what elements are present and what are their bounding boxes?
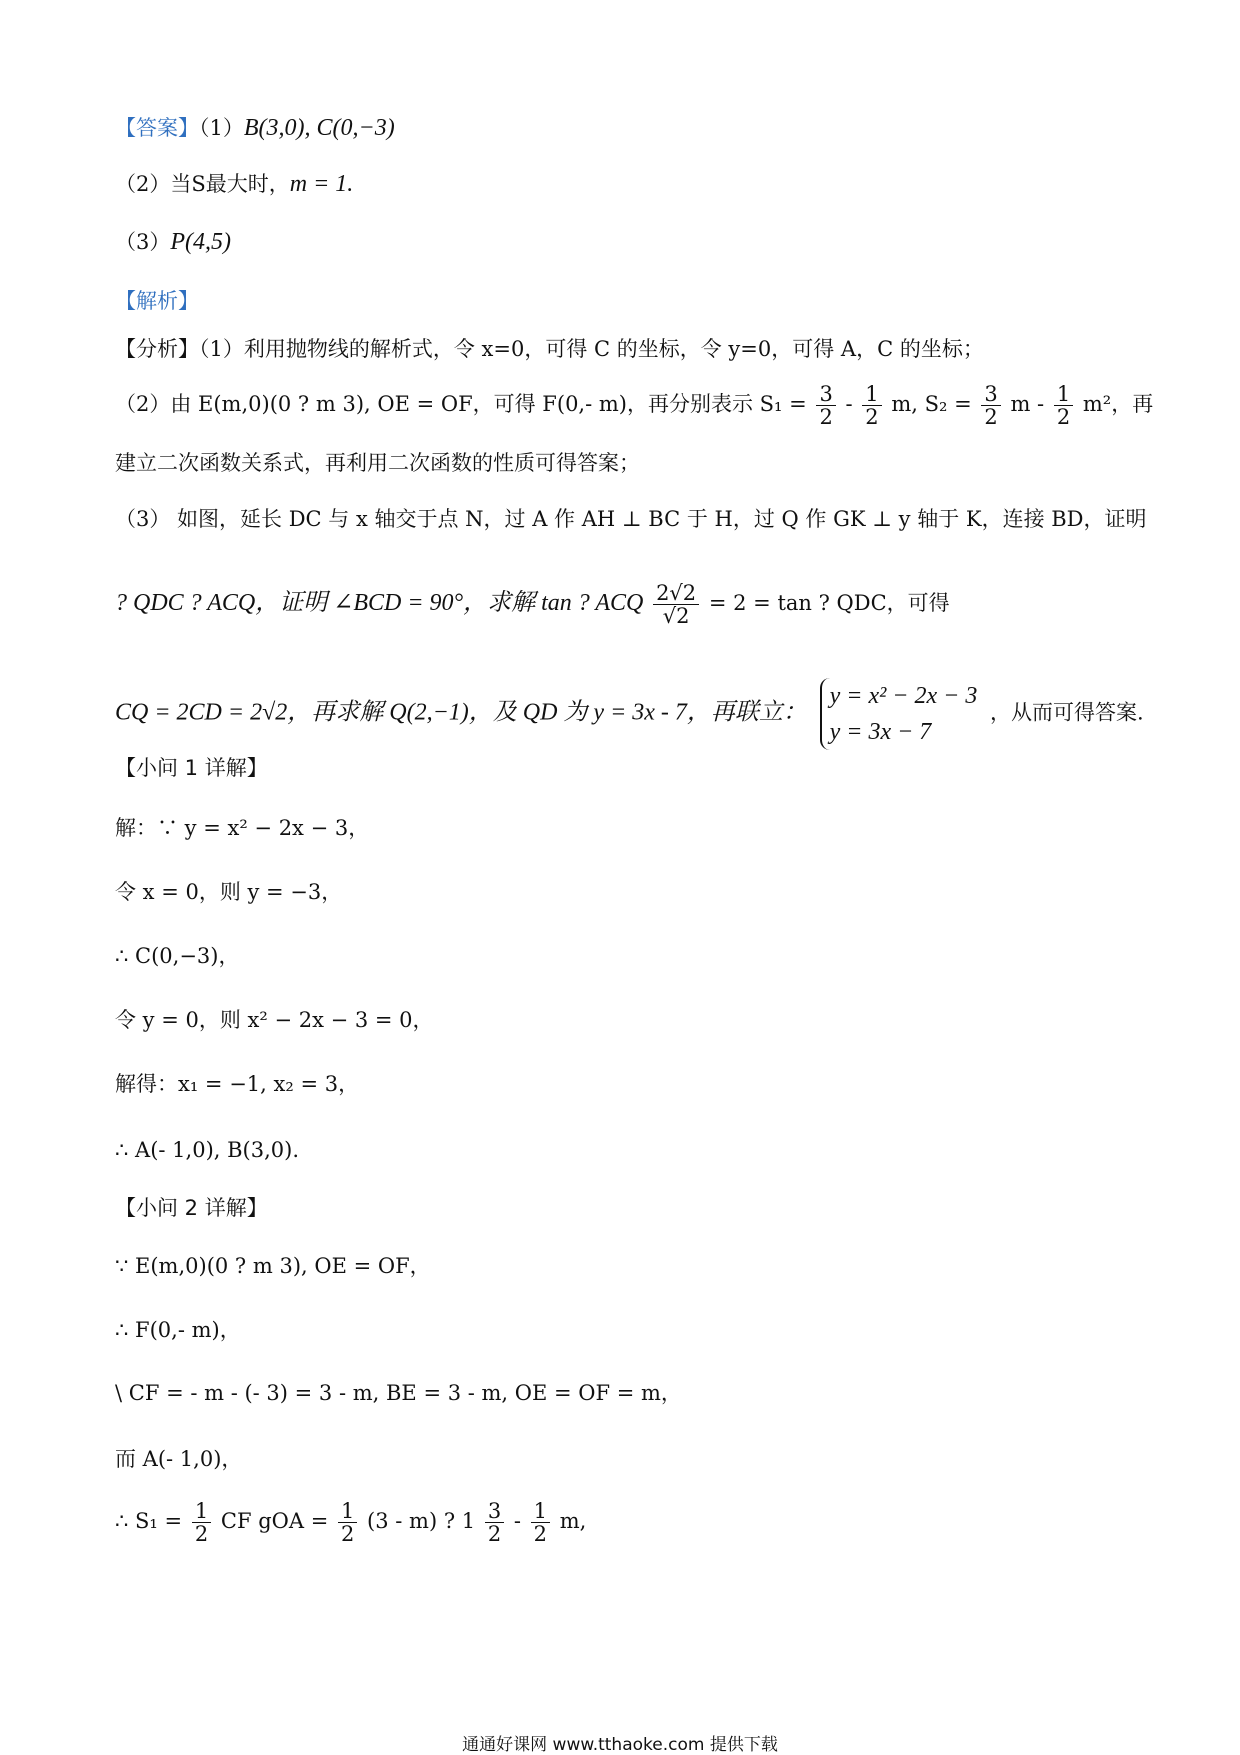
p2-fraction-1: [816, 383, 835, 428]
q1-line-6: ∴ A(- 1,0), B(3,0).: [115, 1138, 299, 1162]
q1-line-2: 令 x = 0，则 y = −3，: [115, 880, 343, 904]
q1-detail-tag: 【小问 1 详解】: [115, 756, 268, 780]
q2-f3-den: 2: [487, 1522, 502, 1546]
q2-l5-e: m,: [559, 1509, 587, 1533]
analysis-p3-line3: [115, 678, 1144, 750]
p3-text-c: CQ = 2CD = 2√2，再求解 Q(2,−1)，及 QD 为 y = 3x - 7，再联立：: [115, 699, 807, 726]
answer-q2: m = 1.: [289, 171, 354, 197]
answer-q1-prefix: （1）: [199, 116, 244, 140]
q2-fraction-1: [192, 1500, 211, 1545]
p2-frac1-den: 2: [819, 405, 833, 429]
q2-f1-num: 1: [192, 1500, 211, 1523]
p2-text-d: m -: [1010, 392, 1045, 416]
q1-line-5: 解得：x₁ = −1, x₂ = 3，: [115, 1072, 360, 1096]
q2-f2-num: 1: [338, 1500, 357, 1523]
q2-f1-den: 2: [194, 1522, 209, 1546]
p2-text-e: m²，再: [1082, 392, 1154, 416]
q2-fraction-2: [338, 1500, 357, 1545]
q2-l5-b: CF gOA =: [220, 1509, 329, 1533]
q2-line-3: \ CF = - m - (- 3) = 3 - m, BE = 3 - m, OE = OF = m，: [115, 1381, 682, 1405]
answer-q1: B(3,0), C(0,−3): [243, 115, 395, 141]
q2-f4-num: 1: [531, 1500, 550, 1523]
q2-line-4: 而 A(- 1,0)，: [115, 1447, 243, 1471]
q1-line-3: ∴ C(0,−3)，: [115, 944, 240, 968]
answer-q2-prefix: （2）当S最大时，: [115, 172, 290, 196]
q2-detail-tag: 【小问 2 详解】: [115, 1196, 268, 1220]
analysis-p3-line2: [115, 582, 950, 627]
answer-q3-prefix: （3）: [115, 230, 171, 254]
p2-text-b: -: [845, 392, 853, 416]
analysis-p3-line1: （3） 如图，延长 DC 与 x 轴交于点 N，过 A 作 AH ⊥ BC 于 H，过 Q 作 GK ⊥ y 轴于 K，连接 BD，证明: [115, 507, 1147, 531]
system-eq-1: y = x² − 2x − 3: [829, 683, 978, 709]
q2-l5-a: ∴ S₁ =: [115, 1509, 183, 1533]
answer-q3: P(4,5): [170, 229, 232, 255]
p3-fraction: [653, 582, 699, 627]
q2-fraction-4: [531, 1500, 550, 1545]
q2-f4-den: 2: [533, 1522, 548, 1546]
p3-text-a: ? QDC ? ACQ，证明 ∠BCD = 90°，求解 tan ? ACQ: [115, 590, 644, 616]
p2-text-c: m, S₂ =: [891, 392, 972, 416]
p2-frac2-num: 1: [862, 383, 881, 406]
fenxi-line: [115, 333, 984, 365]
answer-line-2: [115, 168, 353, 200]
p2-frac3-num: 3: [981, 383, 1000, 406]
p2-frac4-num: 1: [1054, 383, 1073, 406]
q2-line-5: [115, 1500, 586, 1545]
fenxi-text: （1）利用抛物线的解析式，令 x=0，可得 C 的坐标，令 y=0，可得 A，C 的坐标；: [199, 337, 984, 361]
p2-fraction-4: [1054, 383, 1073, 428]
p3-frac-den: √2: [662, 604, 690, 628]
q2-l5-c: (3 - m) ? 1: [367, 1509, 476, 1533]
q1-line-1: 解：∵ y = x² − 2x − 3，: [115, 816, 370, 840]
q2-fraction-3: [485, 1500, 504, 1545]
p2-frac2-den: 2: [865, 405, 879, 429]
analysis-p2-line2: 建立二次函数关系式，再利用二次函数的性质可得答案；: [115, 451, 640, 475]
page-footer: 通通好课网 www.tthaoke.com 提供下载: [462, 1735, 778, 1755]
q2-line-2: ∴ F(0,- m)，: [115, 1318, 241, 1342]
answer-tag: 【答案】: [115, 116, 199, 140]
q2-f3-num: 3: [485, 1500, 504, 1523]
p3-text-d: ，从而可得答案.: [990, 700, 1144, 725]
answer-line-1: [115, 112, 395, 144]
q2-f2-den: 2: [340, 1522, 355, 1546]
q1-line-4: 令 y = 0，则 x² − 2x − 3 = 0，: [115, 1008, 434, 1032]
p2-fraction-3: [981, 383, 1000, 428]
p3-frac-num: 2√2: [653, 582, 699, 605]
q2-l5-d: -: [513, 1509, 521, 1533]
analysis-p2-line1: [115, 383, 1153, 428]
p2-fraction-2: [862, 383, 881, 428]
system-eq-2: y = 3x − 7: [829, 719, 932, 745]
p2-frac4-den: 2: [1056, 405, 1071, 429]
q2-line-1: ∵ E(m,0)(0 ? m 3), OE = OF，: [115, 1254, 431, 1278]
p2-frac3-den: 2: [984, 405, 998, 429]
p2-frac1-num: 3: [816, 383, 835, 406]
analysis-heading: [115, 285, 199, 317]
p3-text-b: = 2 = tan ? QDC，可得: [708, 591, 950, 615]
fenxi-tag: 【分析】: [115, 337, 199, 361]
analysis-tag: 【解析】: [115, 289, 199, 313]
answer-line-3: [115, 226, 231, 258]
p2-text-a: （2）由 E(m,0)(0 ? m 3), OE = OF，可得 F(0,- m)，再分别表示 S₁ =: [115, 392, 807, 416]
equation-system: [820, 678, 978, 750]
